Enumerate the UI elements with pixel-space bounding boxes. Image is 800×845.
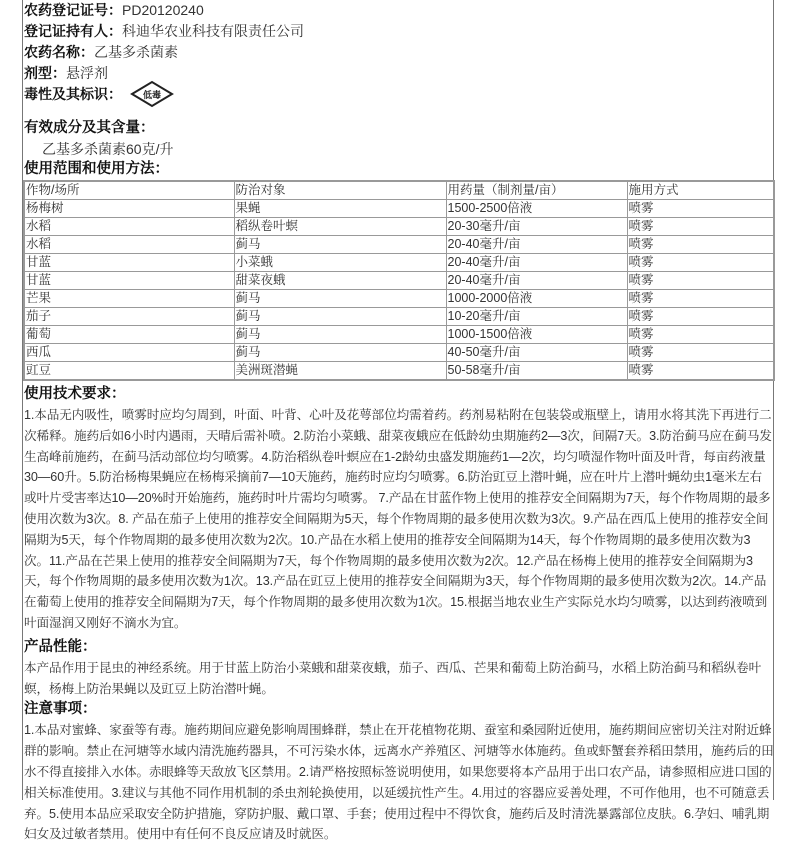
table-cell: 果蝇 bbox=[234, 200, 446, 218]
table-cell: 甘蓝 bbox=[24, 254, 234, 272]
table-cell: 稻纵卷叶螟 bbox=[234, 218, 446, 236]
notes-heading: 注意事项： bbox=[24, 701, 97, 718]
table-cell: 喷雾 bbox=[627, 308, 774, 326]
holder-row: 登记证持有人：科迪华农业科技有限责任公司 bbox=[24, 23, 304, 39]
table-cell: 喷雾 bbox=[627, 362, 774, 381]
technique-heading: 使用技术要求： bbox=[24, 386, 126, 402]
table-cell: 喷雾 bbox=[627, 236, 774, 254]
table-cell: 20-30毫升/亩 bbox=[446, 218, 627, 236]
table-cell: 甜菜夜蛾 bbox=[234, 272, 446, 290]
table-cell: 20-40毫升/亩 bbox=[446, 272, 627, 290]
column-header: 用药量（制剂量/亩） bbox=[446, 181, 627, 200]
table-cell: 豇豆 bbox=[24, 362, 234, 381]
table-cell: 蓟马 bbox=[234, 290, 446, 308]
table-row bbox=[24, 254, 774, 272]
table-cell: 10-20毫升/亩 bbox=[446, 308, 627, 326]
label-document bbox=[22, 0, 774, 842]
table-cell: 喷雾 bbox=[627, 200, 774, 218]
table-row bbox=[24, 218, 774, 236]
table-row bbox=[24, 326, 774, 344]
table-cell: 美洲斑潜蝇 bbox=[234, 362, 446, 381]
table-cell: 20-40毫升/亩 bbox=[446, 236, 627, 254]
table-row bbox=[24, 290, 774, 308]
technique-text: 1.本品无内吸性，喷雾时应均匀周到，叶面、叶背、心叶及花萼部位均需着药。药剂易粘附在包装袋或瓶壁上，请用水将其洗下再进行二次稀释。施药后如6小时内遇雨，天晴后需补喷。2.防治小菜蛾、甜菜夜蛾应在低龄幼虫期施药2—3次，间隔7天。3.防治蓟马应在蓟马发生高峰前施药，在蓟马活动部位均匀喷雾。4.防治稻纵卷叶螟应在1-2龄幼虫盛发期施药1—2次，均匀喷湿作物叶面及叶背，每亩药液量30—60升。5.防治杨梅果蝇应在杨梅采摘前7—10天施药，施药时应均匀喷雾。6.防治豇豆上潜叶蝇，应在叶片上潜叶蝇幼虫1毫米左右或叶片受害率达10—20%时开始施药，施药时叶片需均匀喷雾。 7.产品在甘蓝作物上使用的推荐安全间隔期为7天，每个作物周期的最多使用次数为3次。8. 产品在茄子上使用的推荐安全间隔期为5天，每个作物周期的最多使用次数为3次。9.产品在西瓜上使用的推荐安全间隔期为5天，每个作物周期的最多使用次数为2次。10.产品在水稻上使用的推荐安全间隔期为14天，每个作物周期的最多使用次数为3次。11.产品在芒果上使用的推荐安全间隔期为7天，每个作物周期的最多使用次数为2次。12.产品在杨梅上使用的推荐安全间隔期为3天，每个作物周期的最多使用次数为1次。13.产品在豇豆上使用的推荐安全间隔期为3天，每个作物周期的最多使用次数为2次。14.产品在葡萄上使用的推荐安全间隔期为7天，每个作物周期的最多使用次数为1次。15.根据当地农业生产实际兑水均匀喷雾，以达到药液喷到叶面湿润又刚好不滴水为宜。 bbox=[24, 408, 772, 630]
column-header: 作物/场所 bbox=[24, 181, 234, 200]
table-cell: 蓟马 bbox=[234, 326, 446, 344]
table-cell: 喷雾 bbox=[627, 344, 774, 362]
table-cell: 芒果 bbox=[24, 290, 234, 308]
table-row bbox=[24, 236, 774, 254]
table-cell: 水稻 bbox=[24, 236, 234, 254]
reg-no-row: 农药登记证号：PD20120240 bbox=[24, 2, 204, 18]
table-cell: 茄子 bbox=[24, 308, 234, 326]
table-row bbox=[24, 272, 774, 290]
table-row bbox=[24, 200, 774, 218]
usage-heading: 使用范围和使用方法： bbox=[24, 161, 169, 177]
notes-text: 1.本品对蜜蜂、家蚕等有毒。施药期间应避免影响周围蜂群，禁止在开花植物花期、蚕室和桑园附近使用，施药期间应密切关注对附近蜂群的影响。禁止在河塘等水域内清洗施药器具，不可污染水体，远离水产养殖区、河塘等水体施药。鱼或虾蟹套养稻田禁用，施药后的田水不得直接排入水体。赤眼蜂等天敌放飞区禁用。2.请严格按照标签说明使用，如果您要将本产品用于出口农产品，请参照相应进口国的相关标准使用。3.建议与其他不同作用机制的杀虫剂轮换使用，以延缓抗性产生。4.用过的容器应妥善处理，不可作他用，也不可随意丢弃。5.使用本品应采取安全防护措施，穿防护服、戴口罩、手套；使用过程中不得饮食，施药后及时清洗暴露部位皮肤。6.孕妇、哺乳期妇女及过敏者禁用。使用中有任何不良反应请及时就医。 bbox=[24, 723, 774, 842]
column-header: 施用方式 bbox=[627, 181, 774, 200]
table-cell: 50-58毫升/亩 bbox=[446, 362, 627, 381]
table-cell: 喷雾 bbox=[627, 290, 774, 308]
table-cell: 蓟马 bbox=[234, 344, 446, 362]
toxicity-badge-text: 低毒 bbox=[142, 90, 162, 100]
table-cell: 1500-2500倍液 bbox=[446, 200, 627, 218]
performance-heading: 产品性能： bbox=[24, 638, 97, 655]
table-cell: 西瓜 bbox=[24, 344, 234, 362]
table-cell: 蓟马 bbox=[234, 236, 446, 254]
low-toxicity-icon bbox=[130, 80, 174, 108]
name-row: 农药名称：乙基多杀菌素 bbox=[24, 44, 178, 60]
ingredient-heading: 有效成分及其含量： bbox=[24, 120, 155, 136]
table-row bbox=[24, 308, 774, 326]
table-cell: 蓟马 bbox=[234, 308, 446, 326]
table-cell: 1000-2000倍液 bbox=[446, 290, 627, 308]
ingredient-value: 乙基多杀菌素60克/升 bbox=[42, 141, 174, 157]
table-header-row bbox=[24, 181, 774, 200]
table-cell: 水稻 bbox=[24, 218, 234, 236]
table-cell: 葡萄 bbox=[24, 326, 234, 344]
table-cell: 喷雾 bbox=[627, 272, 774, 290]
table-cell: 1000-1500倍液 bbox=[446, 326, 627, 344]
column-header: 防治对象 bbox=[234, 181, 446, 200]
performance-text: 本产品作用于昆虫的神经系统。用于甘蓝上防治小菜蛾和甜菜夜蛾，茄子、西瓜、芒果和葡萄上防治蓟马，水稻上防治蓟马和稻纵卷叶螟，杨梅上防治果蝇以及豇豆上防治潜叶蝇。 bbox=[24, 660, 762, 696]
form-row: 剂型：悬浮剂 bbox=[24, 65, 108, 81]
table-cell: 20-40毫升/亩 bbox=[446, 254, 627, 272]
table-cell: 杨梅树 bbox=[24, 200, 234, 218]
table-cell: 小菜蛾 bbox=[234, 254, 446, 272]
toxicity-row: 毒性及其标识： 低毒 bbox=[24, 84, 773, 114]
table-cell: 40-50毫升/亩 bbox=[446, 344, 627, 362]
usage-table bbox=[23, 180, 775, 381]
table-cell: 喷雾 bbox=[627, 218, 774, 236]
table-row bbox=[24, 362, 774, 381]
table-cell: 喷雾 bbox=[627, 326, 774, 344]
table-cell: 喷雾 bbox=[627, 254, 774, 272]
table-cell: 甘蓝 bbox=[24, 272, 234, 290]
table-row bbox=[24, 344, 774, 362]
